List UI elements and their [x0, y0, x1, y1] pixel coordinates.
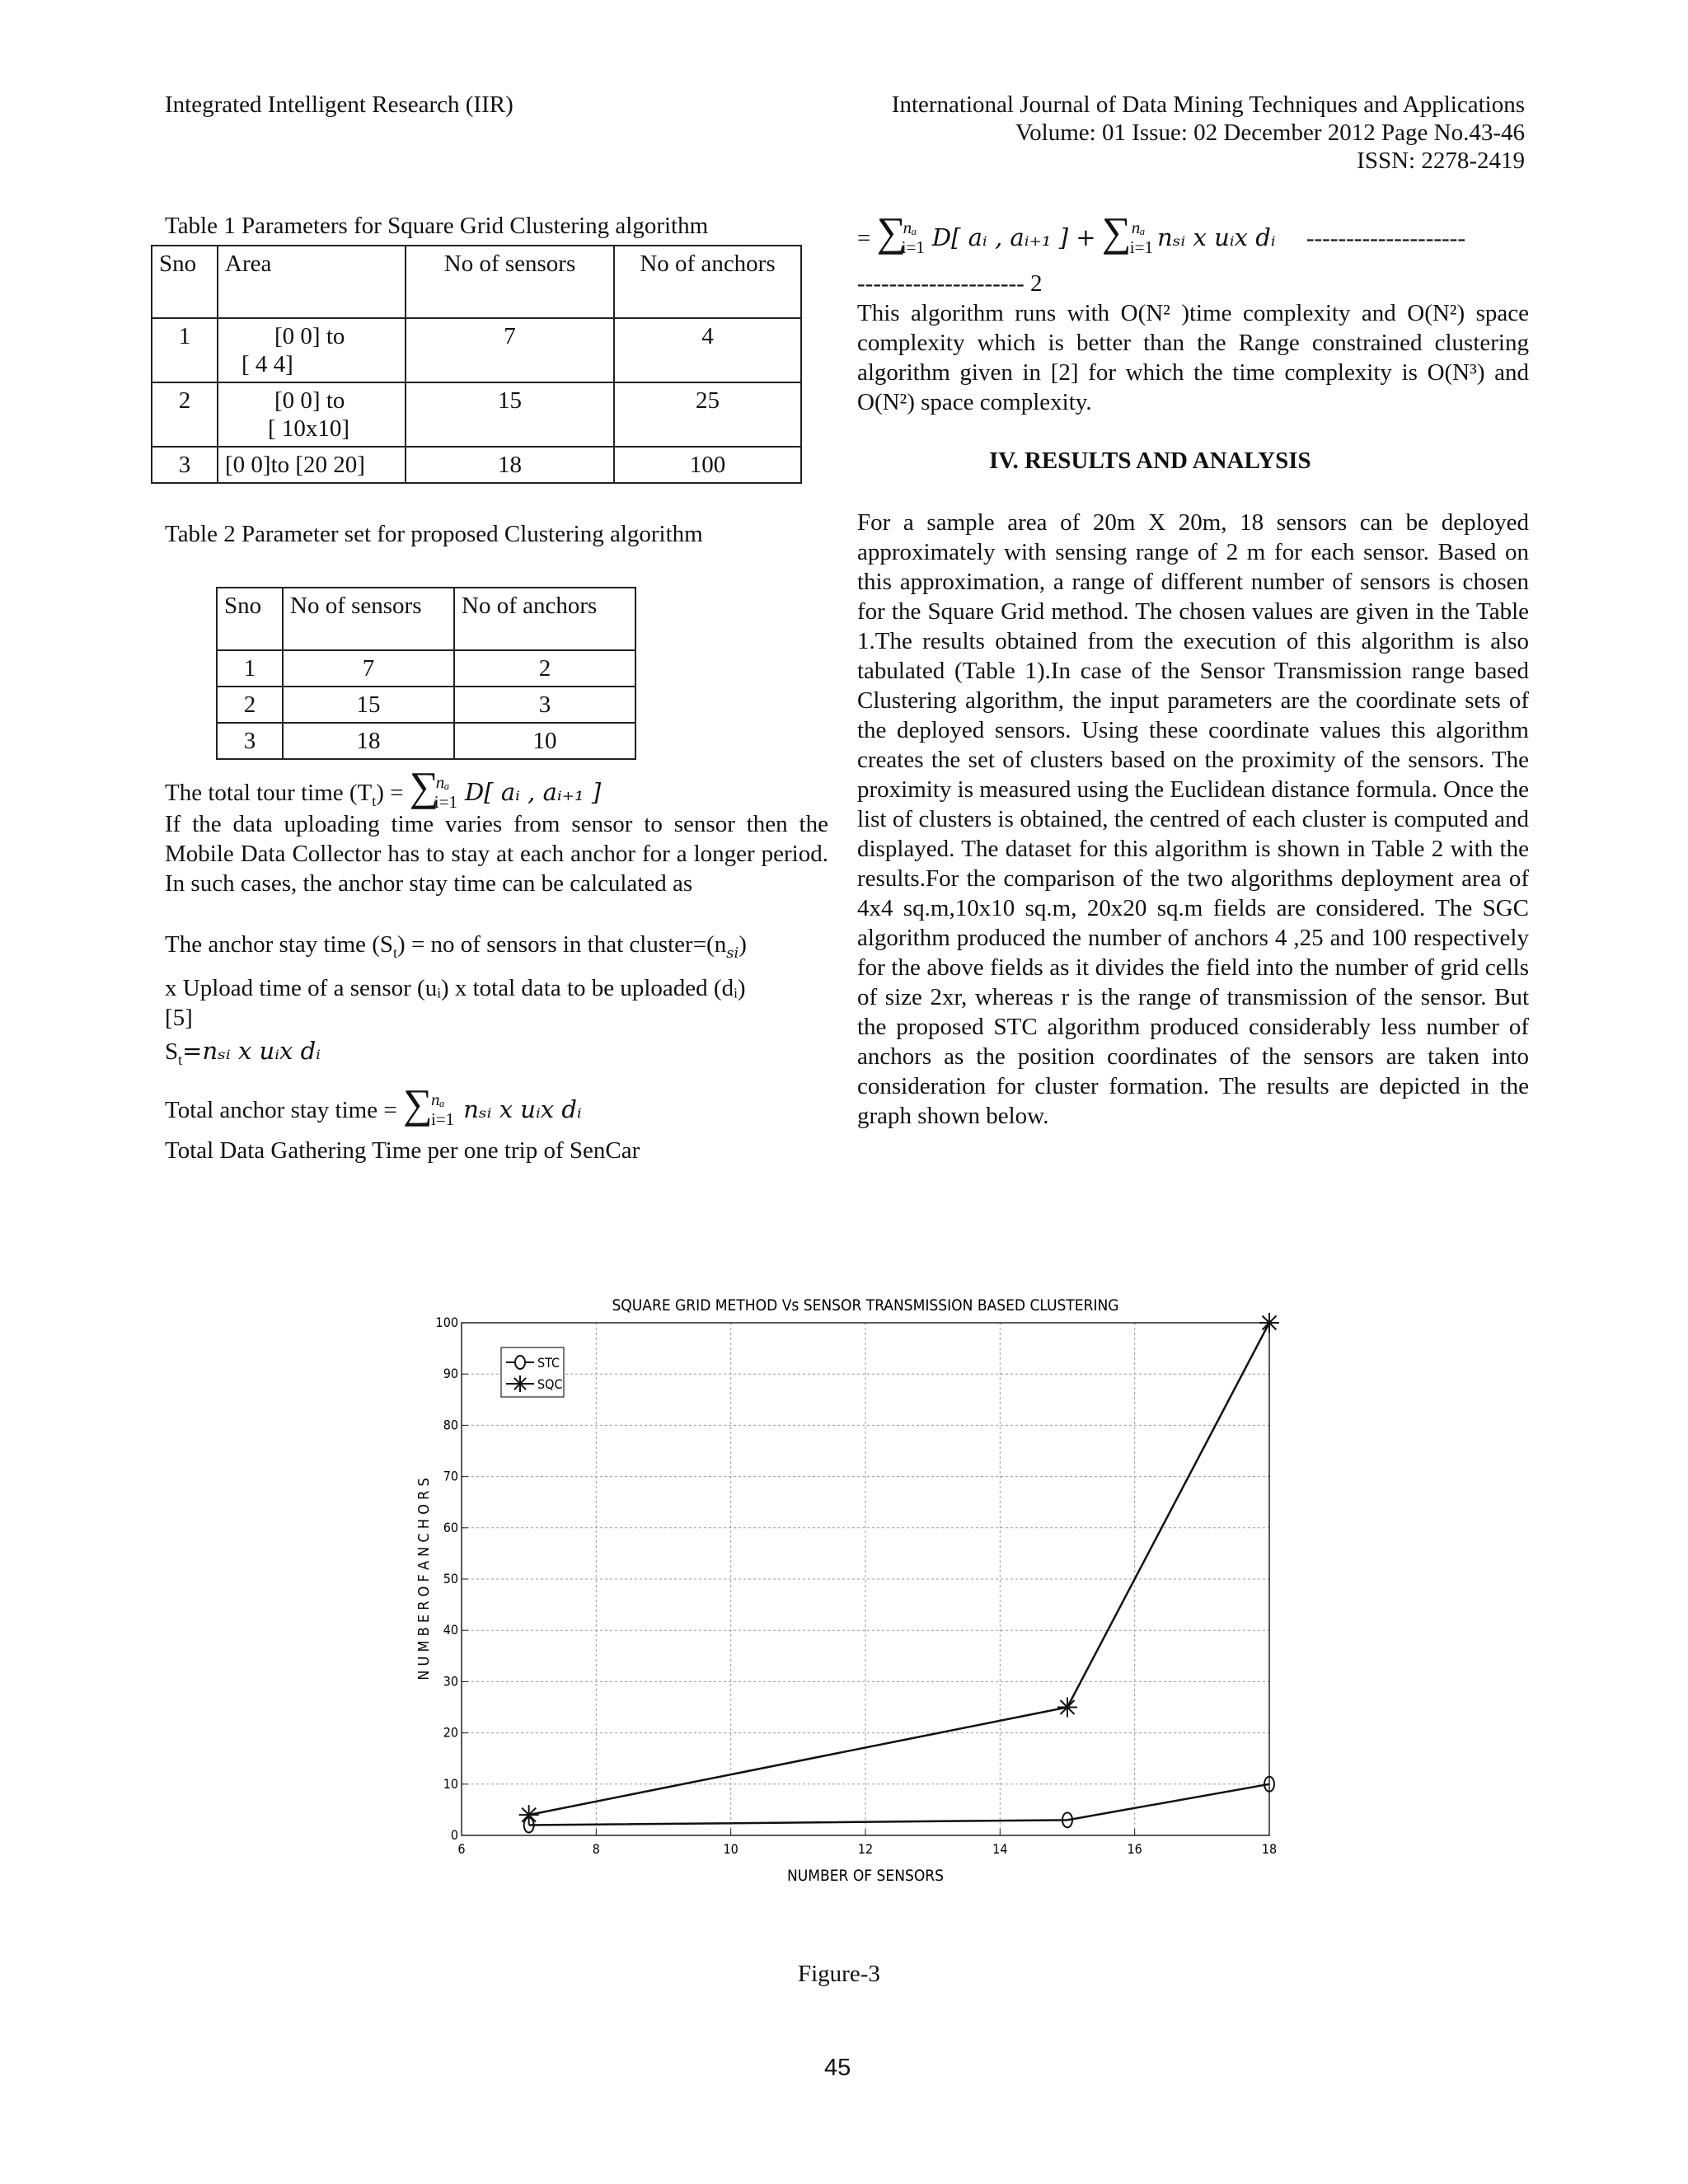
table1-cell-area — [218, 382, 406, 447]
x-tick-label: 12 — [857, 1841, 874, 1857]
table2-cell-sensors: 15 — [283, 687, 454, 723]
eq-dashes: -------------------- — [1306, 225, 1465, 251]
table-row — [152, 382, 801, 447]
y-tick-label: 90 — [443, 1366, 458, 1382]
area-line2: [ 10x10] — [268, 415, 350, 442]
st-formula-rest: =nₛᵢ x uᵢx dᵢ — [182, 1036, 321, 1065]
stay-line2: x Upload time of a sensor (uᵢ) x total data to be uploaded (dᵢ) — [165, 974, 746, 1001]
summation-limits — [876, 209, 926, 257]
table2 — [216, 587, 636, 760]
y-tick-label: 50 — [443, 1571, 458, 1586]
table-row — [152, 447, 801, 483]
area-line1: [0 0] to — [274, 323, 345, 349]
y-tick-label: 60 — [443, 1519, 458, 1535]
summation-limits — [409, 763, 459, 812]
table2-cell-anchors: 10 — [454, 723, 635, 759]
legend-label-sqc: SQC — [537, 1376, 563, 1392]
st-formula: $S_t=n_sᵢ$ x uᵢx dᵢ — [165, 1036, 321, 1068]
table-row — [217, 723, 635, 759]
x-tick-label: 14 — [992, 1841, 1008, 1857]
table2-header-sensors: No of sensors — [283, 588, 454, 650]
table1-cell-anchors: 100 — [614, 447, 801, 483]
sum-lower: i=1 — [901, 237, 925, 257]
stay-label: The anchor stay time (S — [165, 931, 394, 958]
sum-upper: nₐ — [430, 1089, 445, 1109]
sum-upper: nₐ — [1131, 218, 1146, 237]
sigma-icon: ∑ — [1101, 209, 1132, 255]
table1-cell-sensors: 7 — [406, 318, 614, 382]
y-tick-label: 10 — [443, 1775, 458, 1792]
table2-cell-sensors: 7 — [283, 650, 454, 687]
series-line-stc — [529, 1784, 1269, 1825]
legend-marker-stc — [515, 1356, 525, 1369]
sum-lower: i=1 — [430, 1108, 455, 1129]
table1-header-sno: Sno — [152, 246, 218, 318]
subscript: t — [393, 944, 398, 961]
table2-cell-sno: 1 — [217, 650, 283, 687]
sigma-icon: ∑ — [876, 209, 907, 255]
table1-cell-anchors: 25 — [614, 382, 801, 447]
sigma-icon: ∑ — [402, 1080, 433, 1127]
tour-time-label: The total tour time (T — [165, 780, 373, 806]
eq-term2: nₛᵢ x uᵢx dᵢ — [1157, 223, 1276, 251]
equals: = — [857, 225, 871, 251]
table1-cell-sno: 3 — [152, 447, 218, 483]
area-line1: [0 0] to — [274, 387, 345, 414]
area-line2: [ 4 4] — [241, 351, 293, 377]
table1-cell-area — [218, 318, 406, 382]
total-gathering-label: Total Data Gathering Time per one trip of SenCar — [165, 1137, 640, 1164]
citation: [5] — [165, 1004, 193, 1031]
data-point-sqc — [1259, 1313, 1279, 1333]
running-header-right — [892, 91, 1525, 175]
table1-cell-area: [0 0]to [20 20] — [218, 447, 406, 483]
x-tick-label: 16 — [1127, 1841, 1142, 1857]
table1-header-anchors: No of anchors — [614, 246, 801, 318]
table1-caption: Table 1 Parameters for Square Grid Clustering algorithm — [165, 213, 709, 239]
series-line-sqc — [529, 1323, 1269, 1815]
running-header-left: Integrated Intelligent Research (IIR) — [165, 91, 513, 118]
table2-cell-anchors: 3 — [454, 687, 635, 723]
data-point-sqc — [519, 1805, 539, 1825]
table1-cell-anchors: 4 — [614, 318, 801, 382]
table-row — [217, 650, 635, 687]
y-tick-label: 70 — [443, 1468, 458, 1484]
equals: ) = — [376, 780, 404, 806]
journal-issn: ISSN: 2278-2419 — [1357, 148, 1525, 174]
equation-number: --------------------- 2 — [857, 270, 1043, 297]
st-symbol: S — [165, 1038, 179, 1065]
paragraph-complexity: This algorithm runs with O(N² )time complexity and O(N²) space complexity which is better than the Range constrained clustering algorithm given in [2] for which the time complexity is O(N³) and O(N²) space complexity. — [857, 300, 1529, 415]
summation-limits — [1101, 209, 1153, 257]
table1-header-row — [152, 246, 801, 318]
table1-cell-sno: 2 — [152, 382, 218, 447]
table2-header-sno: Sno — [217, 588, 283, 650]
stay-rest: ) = no of sensors in that cluster=(n — [397, 931, 727, 958]
x-tick-label: 8 — [592, 1841, 600, 1857]
table-row — [217, 687, 635, 723]
total-time-equation — [857, 209, 1529, 257]
table1-header-area: Area — [218, 246, 406, 318]
y-tick-label: 40 — [443, 1622, 458, 1638]
table2-cell-sensors: 18 — [283, 723, 454, 759]
legend-label-stc: STC — [537, 1355, 560, 1371]
chart-title: SQUARE GRID METHOD Vs SENSOR TRANSMISSION BASED CLUSTERING — [612, 1296, 1119, 1315]
table2-header-row — [217, 588, 635, 650]
x-tick-label: 18 — [1261, 1841, 1278, 1857]
total-stay-equation — [165, 1080, 828, 1129]
y-tick-label: 20 — [443, 1724, 458, 1741]
table1 — [151, 245, 802, 484]
x-tick-label: 6 — [457, 1841, 466, 1857]
journal-title: International Journal of Data Mining Techniques and Applications — [891, 91, 1525, 118]
subscript: t — [372, 792, 377, 809]
table1-cell-sensors: 18 — [406, 447, 614, 483]
y-axis-label: N U M B E R O F A N C H O R S — [415, 1478, 433, 1680]
paragraph-upload-time: If the data uploading time varies from sensor to sensor then the Mobile Data Collector has to stay at each anchor for a longer period. In such cases, the anchor stay time can be calculated as — [165, 811, 828, 897]
table2-cell-sno: 3 — [217, 723, 283, 759]
journal-volume: Volume: 01 Issue: 02 December 2012 Page No.43-46 — [1015, 120, 1525, 146]
figure-caption: Figure-3 — [798, 1961, 880, 1987]
table1-cell-sensors: 15 — [406, 382, 614, 447]
y-tick-label: 0 — [450, 1827, 458, 1843]
page-number: 45 — [824, 2055, 851, 2081]
summation-limits — [402, 1080, 455, 1129]
anchor-stay-definition — [165, 930, 828, 1165]
data-point-sqc — [1057, 1698, 1077, 1718]
table2-header-anchors: No of anchors — [454, 588, 635, 650]
table1-cell-sno: 1 — [152, 318, 218, 382]
y-tick-label: 30 — [443, 1673, 458, 1690]
sigma-icon: ∑ — [409, 763, 439, 809]
sum-upper: nₐ — [903, 218, 917, 237]
legend-marker-sqc — [512, 1376, 528, 1392]
sum-lower: i=1 — [1129, 237, 1153, 257]
x-tick-label: 10 — [723, 1841, 738, 1857]
section-heading: IV. RESULTS AND ANALYSIS — [989, 448, 1311, 474]
eq-term1: D[ aᵢ , aᵢ₊₁ ] + — [931, 223, 1096, 251]
tour-time-formula: D[ aᵢ , aᵢ₊₁ ] — [465, 778, 602, 806]
y-tick-label: 80 — [443, 1417, 458, 1433]
x-axis-label: NUMBER OF SENSORS — [786, 1867, 945, 1885]
paragraph-results: For a sample area of 20m X 20m, 18 sensors can be deployed approximately with sensing range of 2 m for each sensor. Based on this approximation, a range of different number of sensors is chosen for the Square Grid method. The chosen values are given in the Table 1.The results obtained from the execution of this algorithm is also tabulated (Table 1).In case of the Sensor Transmission range based Clustering algorithm, the input parameters are the coordinate sets of the deployed sensors. Using these coordinate values this algorithm creates the set of clusters based on the proximity of the sensors. The proximity is measured using the Euclidean distance formula. Once the list of clusters is obtained, the centred of each cluster is computed and displayed. The dataset for this algorithm is shown in Table 2 with the results.For the comparison of the two algorithms deployment area of 4x4 sq.m,10x10 sq.m, 20x20 sq.m fields are considered. The SGC algorithm produced the number of anchors 4 ,25 and 100 respectively for the above fields as it divides the field into the number of grid cells of size 2xr, whereas r is the range of transmission of the sensor. But the proposed STC algorithm produced considerably less number of anchors as the position coordinates of the sensors are taken into consideration for cluster formation. The results are depicted in the graph shown below. — [857, 509, 1529, 1129]
table-row — [152, 318, 801, 382]
sum-upper: nₐ — [435, 772, 450, 792]
total-stay-label: Total anchor stay time = — [165, 1096, 397, 1123]
table2-cell-anchors: 2 — [454, 650, 635, 687]
figure-chart — [412, 1286, 1286, 1912]
total-stay-formula: nₛᵢ x uᵢx dᵢ — [463, 1094, 582, 1123]
sum-lower: i=1 — [434, 792, 457, 812]
table2-cell-sno: 2 — [217, 687, 283, 723]
table1-header-sensors: No of sensors — [406, 246, 614, 318]
table2-caption: Table 2 Parameter set for proposed Clustering algorithm — [165, 521, 703, 547]
y-tick-label: 100 — [435, 1315, 458, 1330]
stay-line1: The anchor stay time $(S_t)$ = no of sensors in that $cluster=(n_{si})$ — [165, 931, 747, 962]
